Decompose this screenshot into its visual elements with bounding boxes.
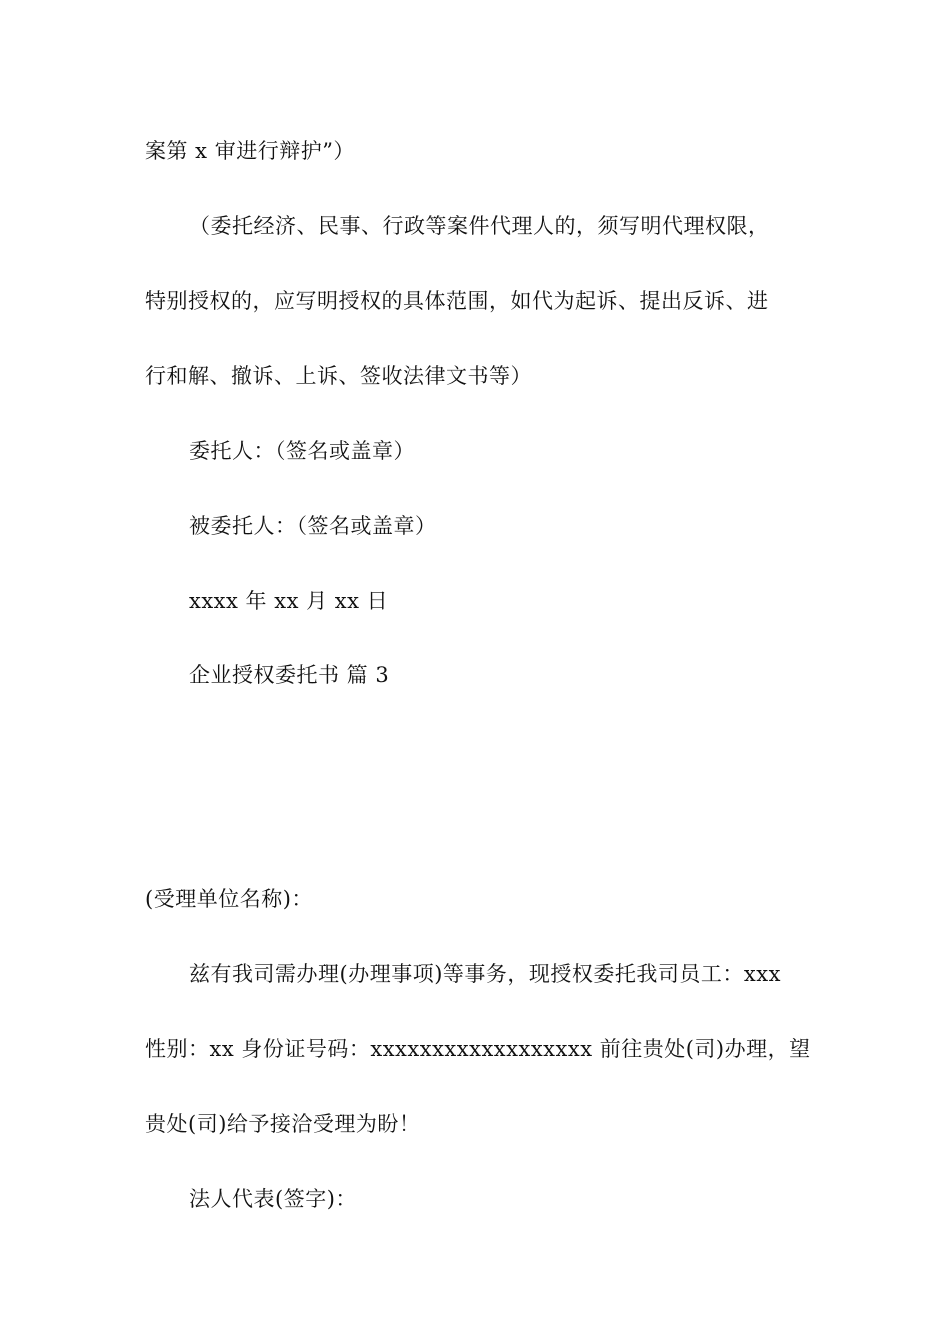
text-line-note-middle: 特别授权的，应写明授权的具体范围，如代为起诉、提出反诉、进 bbox=[145, 289, 769, 313]
section-heading: 企业授权委托书 篇 3 bbox=[189, 663, 390, 687]
body-line-3: 贵处(司)给予接洽受理为盼！ bbox=[145, 1112, 421, 1136]
body-line-2: 性别：xx 身份证号码：xxxxxxxxxxxxxxxxxx 前往贵处(司)办理，望 bbox=[145, 1037, 811, 1061]
agent-signature-line: 被委托人：（签名或盖章） bbox=[189, 514, 437, 538]
body-line-1: 兹有我司需办理(办理事项)等事务，现授权委托我司员工：xxx bbox=[189, 962, 781, 986]
date-line: xxxx 年 xx 月 xx 日 bbox=[189, 589, 389, 613]
text-line-note-start: （委托经济、民事、行政等案件代理人的，须写明代理权限， bbox=[189, 214, 770, 238]
text-line-continuation: 案第 x 审进行辩护”） bbox=[145, 139, 355, 163]
text-line-note-end: 行和解、撤诉、上诉、签收法律文书等） bbox=[145, 364, 532, 388]
legal-representative-signature-line: 法人代表(签字)： bbox=[189, 1187, 357, 1211]
recipient-line: (受理单位名称)： bbox=[145, 887, 313, 911]
principal-signature-line: 委托人：（签名或盖章） bbox=[189, 439, 415, 463]
